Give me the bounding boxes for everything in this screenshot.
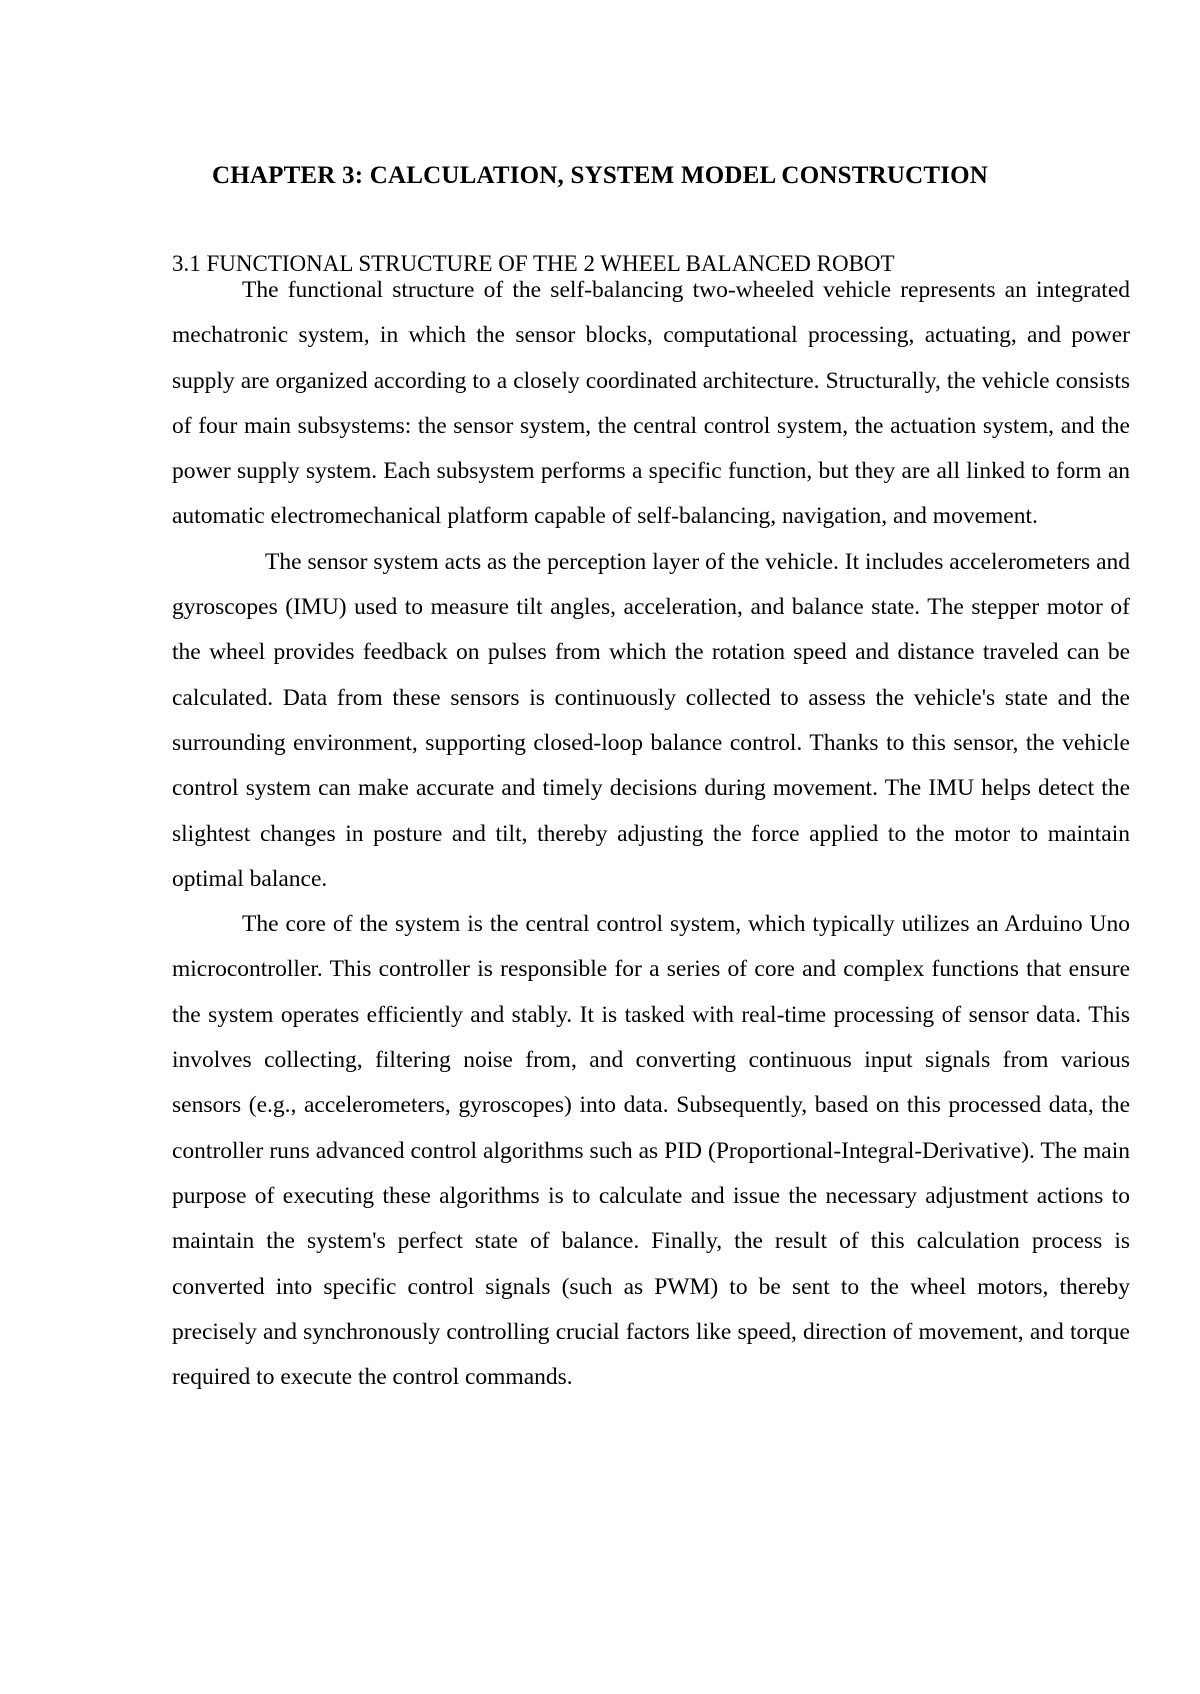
paragraph-functional-structure: The functional structure of the self-balancing two-wheeled vehicle represents an integrated mechatronic system, in which the sensor blocks, computational processing, actuating, and power supply are organized according to a closely coordinated architecture. Structurally, the vehicle consists of four main subsystems: the sensor system, the central control system, the actuation system, and the power supply system. Each subsystem performs a specific function, but they are all linked to form an automatic electromechanical platform capable of self-balancing, navigation, and movement. [172,277,1130,530]
section-heading: 3.1 FUNCTIONAL STRUCTURE OF THE 2 WHEEL BALANCED ROBOT [172,251,895,276]
chapter-title: CHAPTER 3: CALCULATION, SYSTEM MODEL CONSTRUCTION [211,162,989,189]
paragraph-sensor-system: The sensor system acts as the perception layer of the vehicle. It includes accelerometers and gyroscopes (IMU) used to measure tilt angles, acceleration, and balance state. The stepper motor of the wheel provides feedback on pulses from which the rotation speed and distance traveled can be calculated. Data from these sensors is continuously collected to assess the vehicle's state and the surrounding environment, supporting closed-loop balance control. Thanks to this sensor, the vehicle control system can make accurate and timely decisions during movement. The IMU helps detect the slightest changes in posture and tilt, thereby adjusting the force applied to the motor to maintain optimal balance. [172,548,1130,892]
paragraph-central-control-system: The core of the system is the central control system, which typically utilizes an Arduino Uno microcontroller. This controller is responsible for a series of core and complex functions that ensure the system operates efficiently and stably. It is tasked with real-time processing of sensor data. This involves collecting, filtering noise from, and converting continuous input signals from various sensors (e.g., accelerometers, gyroscopes) into data. Subsequently, based on this processed data, the controller runs advanced control algorithms such as PID (Proportional-Integral-Derivative). The main purpose of executing these algorithms is to calculate and issue the necessary adjustment actions to maintain the system's perfect state of balance. Finally, the result of this calculation process is converted into specific control signals (such as PWM) to be sent to the wheel motors, thereby precisely and synchronously controlling crucial factors like speed, direction of movement, and torque required to execute the control commands. [172,911,1130,1391]
section-body [172,250,1130,1400]
